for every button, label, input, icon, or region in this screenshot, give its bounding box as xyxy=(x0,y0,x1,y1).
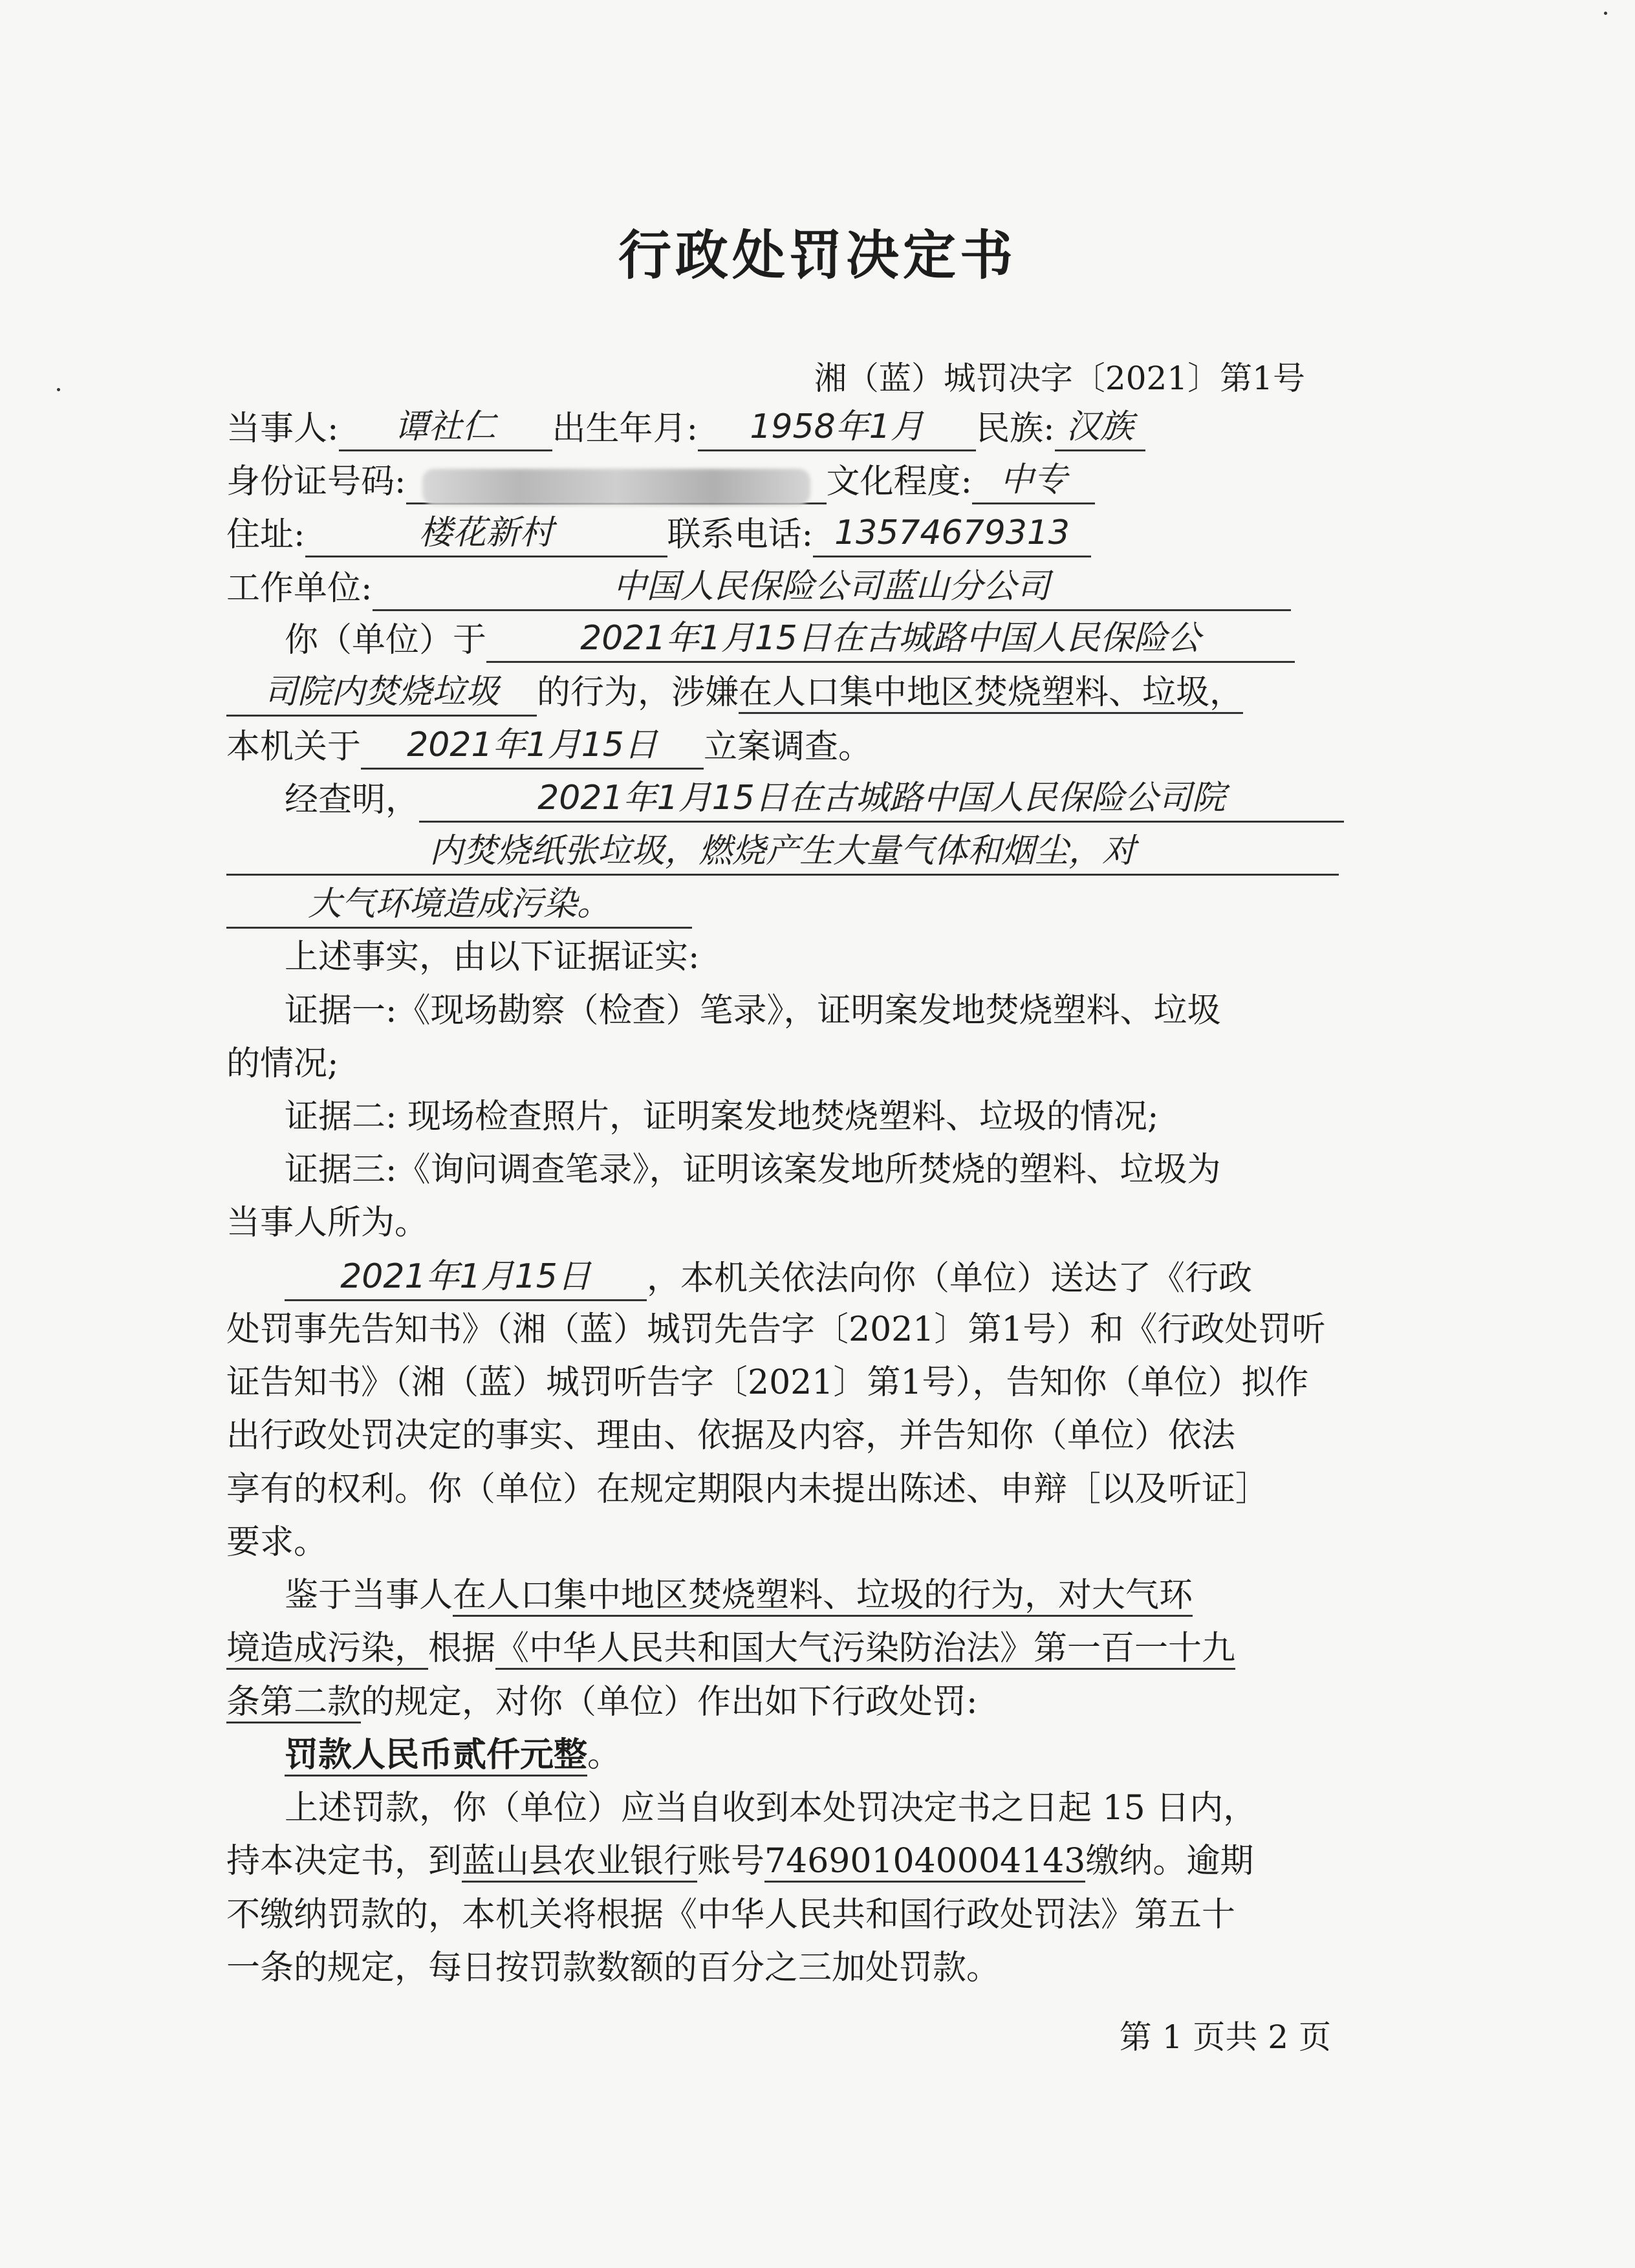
page-number: 第 1 页共 2 页 xyxy=(1119,2018,1331,2056)
para6-line1: 上述罚款，你（单位）应当自收到本处罚决定书之日起 15 日内， xyxy=(285,1789,1257,1828)
para2-line2 xyxy=(226,828,1345,876)
underlined-text: 境造成污染， xyxy=(226,1629,428,1670)
ethnic-label: 民族: xyxy=(976,409,1055,448)
underlined-text: 在人口集中地区焚烧塑料、垃圾， xyxy=(739,673,1243,714)
edu-label: 文化程度: xyxy=(826,462,973,501)
id-label: 身份证号码: xyxy=(226,462,406,501)
underlined-text: 《中华人民共和国大气污染防治法》第一百一十九 xyxy=(495,1629,1235,1670)
text: 你（单位）于 xyxy=(285,621,487,660)
para4-line3: 证告知书》（湘（蓝）城罚听告字〔2021〕第1号），告知你（单位）拟作 xyxy=(226,1363,1309,1402)
underlined-text: 在人口集中地区焚烧塑料、垃圾的行为，对大气环 xyxy=(453,1576,1193,1617)
redaction-blur xyxy=(422,469,810,505)
scan-speck xyxy=(57,388,60,391)
party-line-4 xyxy=(226,564,1345,611)
document-title: 行政处罚决定书 xyxy=(618,225,1017,286)
para6-line4: 一条的规定，每日按罚款数额的百分之三加处罚款。 xyxy=(226,1949,1001,1987)
text: 根据 xyxy=(428,1629,496,1668)
text: 账号 xyxy=(697,1842,765,1881)
handwritten-fill: 内焚烧纸张垃圾，燃烧产生大量气体和烟尘，对 xyxy=(226,828,1339,876)
handwritten-fill: 2021年1月15日在古城路中国人民保险公 xyxy=(486,616,1295,663)
para5-line1 xyxy=(285,1573,1403,1618)
text: 。 xyxy=(587,1736,622,1775)
id-value-redacted xyxy=(406,462,827,504)
para4-line5: 享有的权利。你（单位）在规定期限内未提出陈述、申辩［以及听证］ xyxy=(226,1470,1270,1509)
birth-value: 1958年1月 xyxy=(698,404,976,451)
text: 经查明， xyxy=(285,781,420,819)
phone-value: 13574679313 xyxy=(813,510,1091,557)
evidence-1: 证据一:《现场勘察（检查）笔录》，证明案发地焚烧塑料、垃圾 xyxy=(285,991,1221,1030)
text: 立案调查。 xyxy=(704,728,872,766)
para6-line2 xyxy=(226,1839,1345,1884)
text: 缴纳。逾期 xyxy=(1085,1842,1254,1881)
party-line-2 xyxy=(226,457,1345,504)
handwritten-fill: 2021年1月15日在古城路中国人民保险公司院 xyxy=(419,775,1344,823)
scan-speck xyxy=(1604,12,1607,15)
penalty-amount: 罚款人民币贰仟元整 xyxy=(285,1735,587,1777)
para5-line2 xyxy=(226,1626,1345,1671)
underlined-text: 条第二款 xyxy=(226,1683,361,1723)
document-number: 湘（蓝）城罚决字〔2021〕第1号 xyxy=(814,360,1305,397)
text: ，本机关依法向你（单位）送达了《行政 xyxy=(647,1259,1253,1298)
para6-line3: 不缴纳罚款的，本机关将根据《中华人民共和国行政处罚法》第五十 xyxy=(226,1895,1236,1934)
evidence-3: 证据三:《询问调查笔录》，证明该案发地所焚烧的塑料、垃圾为 xyxy=(285,1150,1221,1189)
text: 鉴于当事人 xyxy=(285,1576,453,1615)
handwritten-fill: 2021年1月15日 xyxy=(361,722,704,770)
para4-line2: 处罚事先告知书》（湘（蓝）城罚先告字〔2021〕第1号）和《行政处罚听 xyxy=(226,1310,1326,1349)
name-value: 谭社仁 xyxy=(339,404,552,451)
work-label: 工作单位: xyxy=(226,569,373,608)
handwritten-fill: 司院内焚烧垃圾 xyxy=(226,669,537,717)
address-value: 楼花新村 xyxy=(305,510,667,557)
phone-label: 联系电话: xyxy=(667,515,814,554)
evidence-3-cont: 当事人所为。 xyxy=(226,1204,429,1242)
para1-line1 xyxy=(285,616,1403,663)
para4-line6: 要求。 xyxy=(226,1523,328,1562)
para2-line3 xyxy=(226,881,1345,929)
party-line-3 xyxy=(226,510,1345,557)
evidence-1-cont: 的情况; xyxy=(226,1044,339,1083)
ethnic-value: 汉族 xyxy=(1055,404,1145,451)
evidence-intro: 上述事实，由以下证据证实: xyxy=(285,938,700,977)
text: 的规定，对你（单位）作出如下行政处罚: xyxy=(361,1683,978,1722)
edu-value: 中专 xyxy=(972,457,1095,504)
birth-label: 出生年月: xyxy=(552,409,698,448)
para4-line1 xyxy=(285,1254,1403,1301)
text: 本机关于 xyxy=(226,728,362,766)
work-value: 中国人民保险公司蓝山分公司 xyxy=(373,564,1291,611)
para5-line3 xyxy=(226,1679,1345,1725)
evidence-2: 证据二: 现场检查照片，证明案发地焚烧塑料、垃圾的情况; xyxy=(285,1097,1159,1136)
para4-line4: 出行政处罚决定的事实、理由、依据及内容，并告知你（单位）依法 xyxy=(226,1416,1236,1455)
penalty-line xyxy=(285,1733,1403,1778)
account-number: 746901040004143 xyxy=(764,1842,1085,1883)
address-label: 住址: xyxy=(226,515,305,554)
text: 的行为，涉嫌 xyxy=(537,673,739,712)
party-line-1 xyxy=(226,404,1345,451)
text: 持本决定书，到 xyxy=(226,1842,462,1881)
handwritten-fill: 大气环境造成污染。 xyxy=(226,881,692,929)
name-label: 当事人: xyxy=(226,409,339,448)
para1-line2 xyxy=(226,669,1345,717)
para1-line3 xyxy=(226,722,1345,770)
para2-line1 xyxy=(285,775,1403,823)
bank-name: 蓝山县农业银行 xyxy=(462,1842,697,1883)
handwritten-fill: 2021年1月15日 xyxy=(285,1254,647,1301)
